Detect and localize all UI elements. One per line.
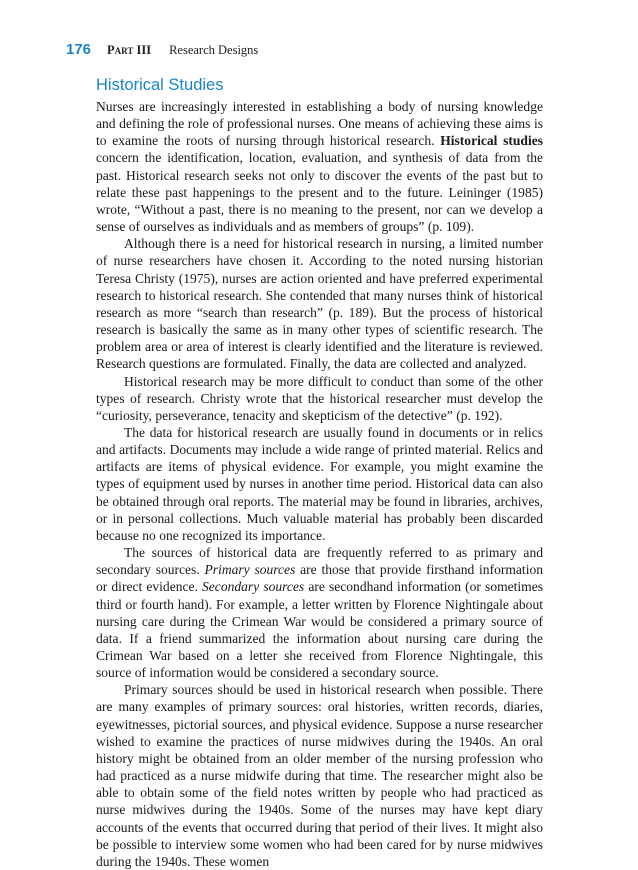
paragraph-5-text-b: are those that provide firsthand information or direct evidence. <box>96 562 543 595</box>
page-number: 176 <box>66 41 92 58</box>
chapter-label: Research Designs <box>169 43 259 57</box>
body-text <box>96 98 543 870</box>
term-primary-sources: Primary sources <box>204 562 296 578</box>
paragraph-1-text-a: Nurses are increasingly interested in establishing a body of nursing knowledge and defining the role of professional nurses. One means of achieving these aims is to examine the roots of nursing through historical research. <box>96 99 543 149</box>
paragraph-3: Historical research may be more difficult to conduct than some of the other types of research. Christy wrote that the historical researcher must develop the “curiosity, perseverance, tenacity and skepticism of the detective” (p. 192). <box>96 373 543 423</box>
paragraph-5-text-c: are secondhand information (or sometimes third or fourth hand). For example, a letter written by Florence Nightingale about nursing care during the Crimean War would be considered a primary source of data. If a friend summarized the information about nursing care during the Crimean War based on a letter she received from Florence Nightingale, this source of information would be considered a secondary source. <box>96 579 543 681</box>
paragraph-1-text-b: concern the identification, location, evaluation, and synthesis of data from the past. Historical research seeks not only to discover the events of the past but to relate these past happenings to the present and to the future. Leininger (1985) wrote, “Without a past, there is no meaning to the present, nor can we develop a sense of ourselves as individuals and as members of groups” (p. 109). <box>96 150 543 235</box>
paragraph-5-text-a: The sources of historical data are frequently referred to as primary and secondary sources. <box>96 545 543 578</box>
paragraph-5 <box>96 544 543 681</box>
term-secondary-sources: Secondary sources <box>202 579 305 595</box>
paragraph-4: The data for historical research are usually found in documents or in relics and artifacts. Documents may include a wide range of printed material. Relics and artifacts are items of physical evidence. For example, you might examine the types of equipment used by nurses in another time period. Historical data can also be obtained through oral reports. The material may be found in libraries, archives, or in personal collections. Much valuable material has probably been discarded because no one recognized its importance. <box>96 424 543 543</box>
section-heading: Historical Studies <box>96 76 224 94</box>
paragraph-1 <box>96 98 543 235</box>
part-label: Part III <box>107 43 152 57</box>
running-header <box>66 41 258 61</box>
paragraph-6: Primary sources should be used in historical research when possible. There are many examples of primary sources: oral histories, written records, diaries, eyewitnesses, pictorial sources, and physical evidence. Suppose a nurse researcher wished to examine the practices of nurse midwives during the 1940s. An oral history might be obtained from an older member of the nursing profession who had practiced as a nurse midwife during that time. The researcher might also be able to obtain some of the field notes written by people who had practiced as nurse midwives during the 1940s. Some of the nurses may have kept diary accounts of the events that occurred during that period of their lives. It might also be possible to interview some women who had been cared for by nurse midwives during the 1940s. These women <box>96 682 543 869</box>
term-historical-studies: Historical studies <box>440 133 543 149</box>
paragraph-2: Although there is a need for historical research in nursing, a limited number of nurse researchers have chosen it. According to the noted nursing historian Teresa Christy (1975), nurses are action oriented and have preferred experimental research to historical research. She contended that many nurses think of historical research as more “search than research” (p. 189). But the process of historical research is basically the same as in many other types of scientific research. The problem area or area of interest is clearly identified and the literature is reviewed. Research questions are formulated. Finally, the data are collected and analyzed. <box>96 236 543 372</box>
